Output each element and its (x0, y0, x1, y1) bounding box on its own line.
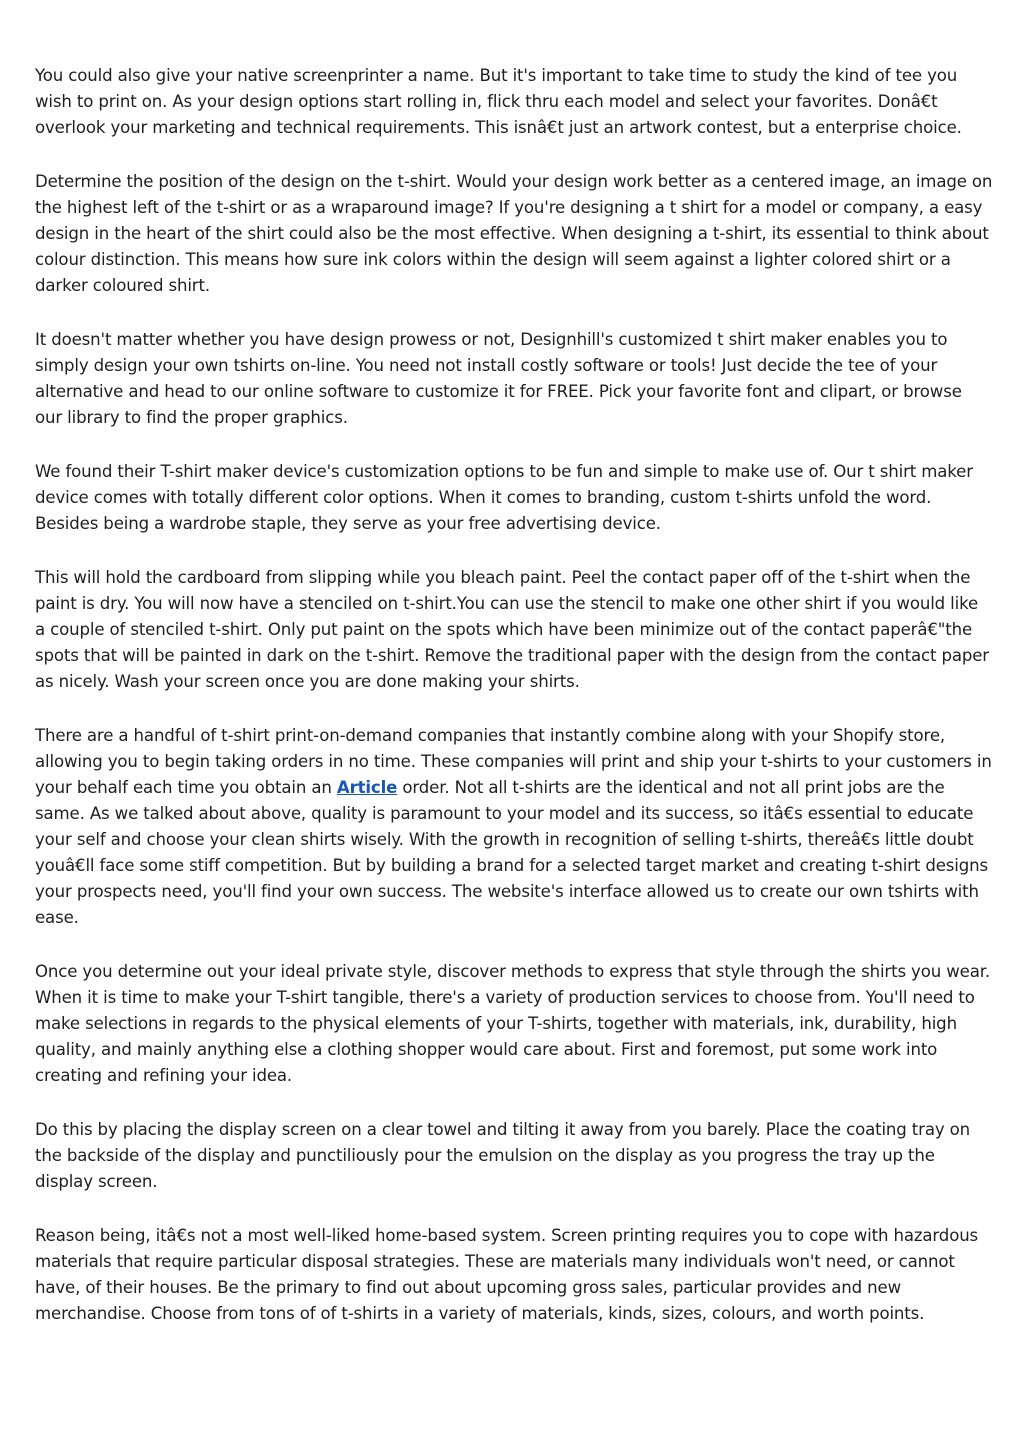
paragraph-3: It doesn't matter whether you have design prowess or not, Designhill's customized t shirt maker enables you to simply design your own tshirts on-line. You need not install costly software or tools! Just decide the tee of your alternative and head to our online software to customize it for FREE. Pick your favorite font and clipart, or browse our library to find the proper graphics. (35, 330, 962, 427)
paragraph-9: Reason being, itâ€s not a most well-liked home-based system. Screen printing requires you to cope with hazardous materials that require particular disposal strategies. These are materials many individuals won't need, or cannot have, of their houses. Be the primary to find out about upcoming gross sales, particular provides and new merchandise. Choose from tons of of t-shirts in a variety of materials, kinds, sizes, colours, and worth points. (35, 1226, 979, 1323)
paragraph-6 (35, 723, 993, 931)
paragraph-8: Do this by placing the display screen on a clear towel and tilting it away from you barely. Place the coating tray on the backside of the display and punctiliously pour the emulsion on the display as you progress the tray up the display screen. (35, 1120, 971, 1191)
paragraph-4: We found their T-shirt maker device's customization options to be fun and simple to make use of. Our t shirt maker device comes with totally different color options. When it comes to branding, custom t-shirts unfold the word. Besides being a wardrobe staple, they serve as your free advertising device. (35, 462, 973, 533)
document-body (35, 63, 993, 1355)
paragraph-7: Once you determine out your ideal private style, discover methods to express that style through the shirts you wear. When it is time to make your T-shirt tangible, there's a variety of production services to choose from. You'll need to make selections in regards to the physical elements of your T-shirts, together with materials, ink, durability, high quality, and mainly anything else a clothing shopper would care about. First and foremost, put some work into creating and refining your idea. (35, 962, 990, 1085)
paragraph-5: This will hold the cardboard from slipping while you bleach paint. Peel the contact paper off of the t-shirt when the paint is dry. You will now have a stenciled on t-shirt.You can use the stencil to make one other shirt if you would like a couple of stenciled t-shirt. Only put paint on the spots which have been minimize out of the contact paperâ€"the spots that will be painted in dark on the t-shirt. Remove the traditional paper with the design from the contact paper as nicely. Wash your screen once you are done making your shirts. (35, 568, 989, 691)
article-link[interactable]: Article (336, 778, 398, 797)
paragraph-6-text-after: order. Not all t-shirts are the identical and not all print jobs are the same. As we talked about above, quality is paramount to your model and its success, so itâ€s essential to educate your self and choose your clean shirts wisely. With the growth in recognition of selling t-shirts, thereâ€s little doubt youâ€ll face some stiff competition. But by building a brand for a selected target market and creating t-shirt designs your prospects need, you'll find your own success. The website's interface allowed us to create our own tshirts with ease. (35, 778, 988, 927)
paragraph-2: Determine the position of the design on the t-shirt. Would your design work better as a centered image, an image on the highest left of the t-shirt or as a wraparound image? If you're designing a t shirt for a model or company, a easy design in the heart of the shirt could also be the most effective. When designing a t-shirt, its essential to think about colour distinction. This means how sure ink colors within the design will seem against a lighter colored shirt or a darker coloured shirt. (35, 172, 993, 295)
paragraph-1: You could also give your native screenprinter a name. But it's important to take time to study the kind of tee you wish to print on. As your design options start rolling in, flick thru each model and select your favorites. Donâ€t overlook your marketing and technical requirements. This isnâ€t just an artwork contest, but a enterprise choice. (35, 66, 962, 137)
paragraph-6-text-before: There are a handful of t-shirt print-on-demand companies that instantly combine along with your Shopify store, allowing you to begin taking orders in no time. These companies will print and ship your t-shirts to your customers in your behalf each time you obtain an (35, 726, 992, 797)
